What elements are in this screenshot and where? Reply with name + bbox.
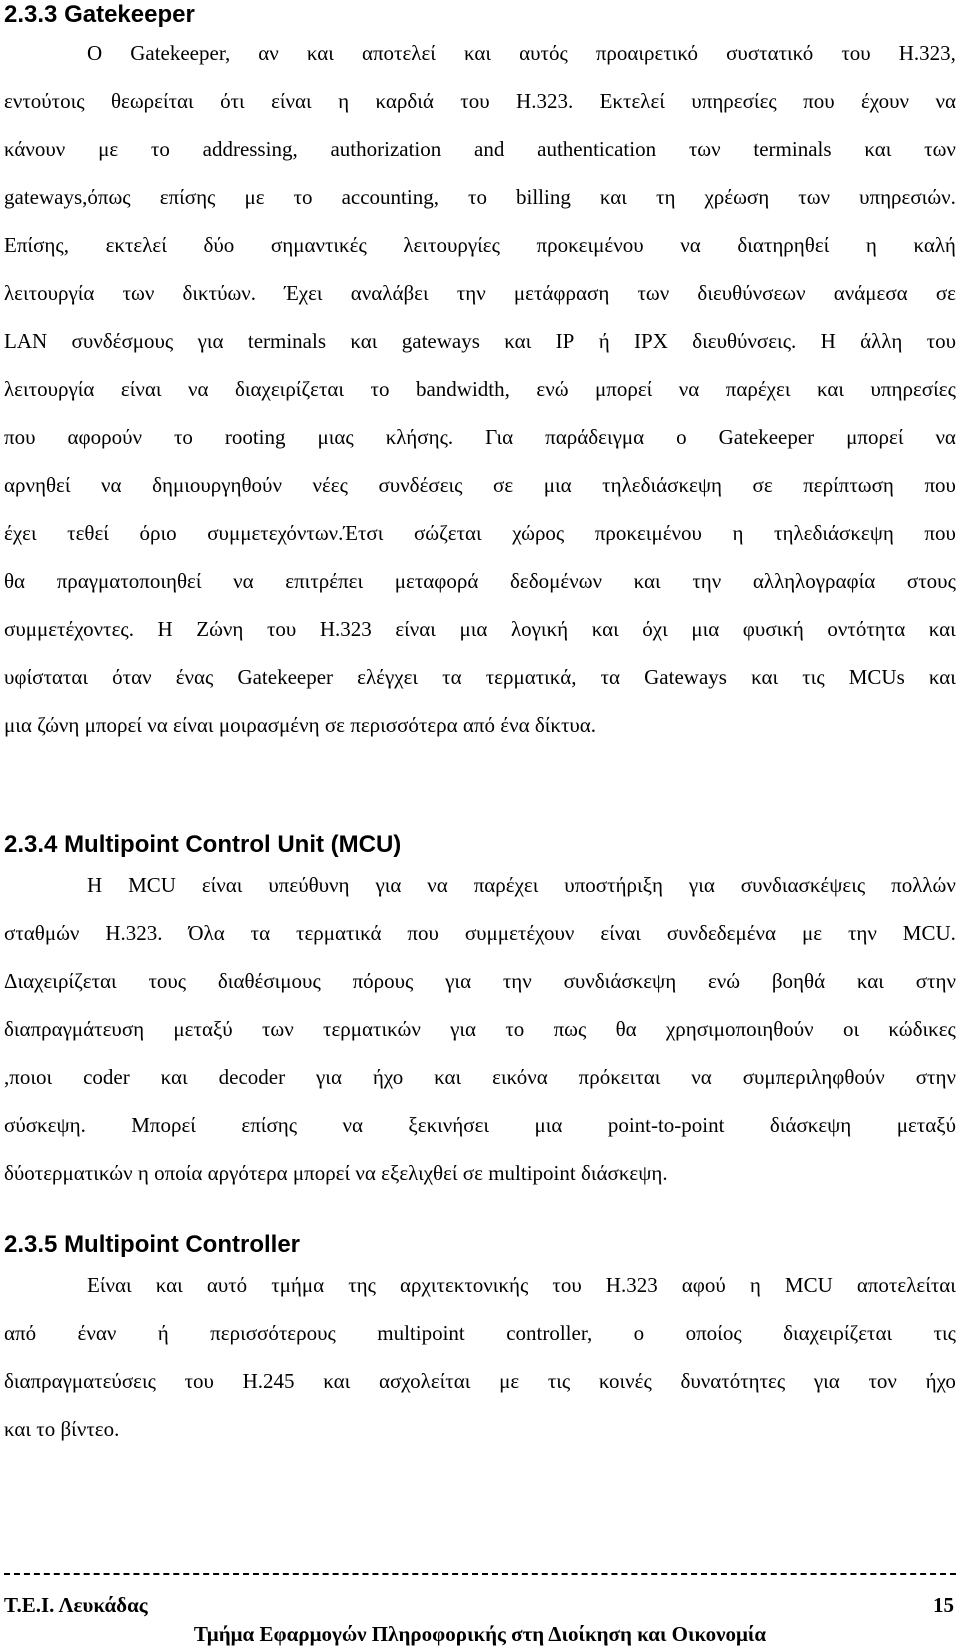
paragraph-line: Ο Gatekeeper, αν και αποτελεί και αυτός προαιρετικό συστατικό του Η.323,: [87, 41, 956, 65]
paragraph-line: εντούτοις θεωρείται ότι είναι η καρδιά του Η.323. Εκτελεί υπηρεσίες που έχουν να: [4, 89, 956, 113]
paragraph-line: Είναι και αυτό τμήμα της αρχιτεκτονικής του Η.323 αφού η MCU αποτελείται: [87, 1273, 956, 1297]
section-heading: [4, 0, 195, 30]
paragraph-line: ,ποιοι coder και decoder για ήχο και εικόνα πρόκειται να συμπεριληφθούν στην: [4, 1065, 956, 1089]
paragraph-line: αρνηθεί να δημιουργηθούν νέες συνδέσεις σε μια τηλεδιάσκεψη σε περίπτωση που: [4, 473, 956, 497]
paragraph-line: μια ζώνη μπορεί να είναι μοιρασμένη σε περισσότερα από ένα δίκτυα.: [4, 713, 597, 737]
paragraph-line: σταθμών Η.323. Όλα τα τερματικά που συμμετέχουν είναι συνδεδεμένα με την MCU.: [4, 921, 956, 945]
section-heading: [4, 830, 401, 860]
paragraph-line: θα πραγματοποιηθεί να επιτρέπει μεταφορά δεδομένων και την αλληλογραφία στους: [4, 569, 956, 593]
paragraph-line: κάνουν με το addressing, authorization and authentication των terminals και των: [4, 137, 956, 161]
paragraph-line: λειτουργία των δικτύων. Έχει αναλάβει την μετάφραση των διευθύνσεων ανάμεσα σε: [4, 281, 956, 305]
section-number: 2.3.4: [4, 831, 58, 858]
section-title: Gatekeeper: [64, 1, 195, 28]
section-number: 2.3.5: [4, 1231, 58, 1258]
section-paragraph: [4, 29, 956, 749]
section-title: Multipoint Control Unit (MCU): [64, 831, 402, 858]
footer-department: Τμήμα Εφαρμογών Πληροφορικής στη Διοίκηση και Οικονομία: [193, 1622, 767, 1646]
paragraph-line: από έναν ή περισσότερους multipoint controller, ο οποίος διαχειρίζεται τις: [4, 1321, 956, 1345]
footer-institution: Τ.Ε.Ι. Λευκάδας: [4, 1593, 148, 1617]
paragraph-line: λειτουργία είναι να διαχειρίζεται το bandwidth, ενώ μπορεί να παρέχει και υπηρεσίες: [4, 377, 956, 401]
paragraph-line: δύοτερματικών η οποία αργότερα μπορεί να εξελιχθεί σε multipoint διάσκεψη.: [4, 1161, 668, 1185]
page-number: 15: [933, 1593, 954, 1617]
paragraph-line: σύσκεψη. Μπορεί επίσης να ξεκινήσει μια point-to-point διάσκεψη μεταξύ: [4, 1113, 956, 1137]
section-paragraph: [4, 1261, 956, 1453]
section-paragraph: [4, 861, 956, 1197]
paragraph-line: Διαχειρίζεται τους διαθέσιμους πόρους για την συνδιάσκεψη ενώ βοηθά και στην: [4, 969, 956, 993]
paragraph-line: υφίσταται όταν ένας Gatekeeper ελέγχει τα τερματικά, τα Gateways και τις MCUs και: [4, 665, 956, 689]
paragraph-line: έχει τεθεί όριο συμμετεχόντων.Έτσι σώζεται χώρος προκειμένου η τηλεδιάσκεψη που: [4, 521, 956, 545]
paragraph-line: gateways,όπως επίσης με το accounting, το billing και τη χρέωση των υπηρεσιών.: [4, 185, 956, 209]
paragraph-line: Επίσης, εκτελεί δύο σημαντικές λειτουργίες προκειμένου να διατηρηθεί η καλή: [4, 233, 956, 257]
paragraph-line: και το βίντεο.: [4, 1417, 120, 1441]
paragraph-line: συμμετέχοντες. Η Ζώνη του Η.323 είναι μια λογική και όχι μια φυσική οντότητα και: [4, 617, 956, 641]
paragraph-line: διαπραγματεύσεις του Η.245 και ασχολείται με τις κοινές δυνατότητες για τον ήχο: [4, 1369, 956, 1393]
section-heading: [4, 1230, 300, 1260]
section-title: Multipoint Controller: [64, 1231, 301, 1258]
section-number: 2.3.3: [4, 1, 58, 28]
paragraph-line: LAN συνδέσμους για terminals και gateways και IP ή IPX διευθύνσεις. Η άλλη του: [4, 329, 956, 353]
footer-divider: [4, 1573, 956, 1575]
paragraph-line: που αφορούν το rooting μιας κλήσης. Για παράδειγμα ο Gatekeeper μπορεί να: [4, 425, 956, 449]
paragraph-line: διαπραγμάτευση μεταξύ των τερματικών για το πως θα χρησιμοποιηθούν οι κώδικες: [4, 1017, 956, 1041]
paragraph-line: Η MCU είναι υπεύθυνη για να παρέχει υποστήριξη για συνδιασκέψεις πολλών: [87, 873, 956, 897]
